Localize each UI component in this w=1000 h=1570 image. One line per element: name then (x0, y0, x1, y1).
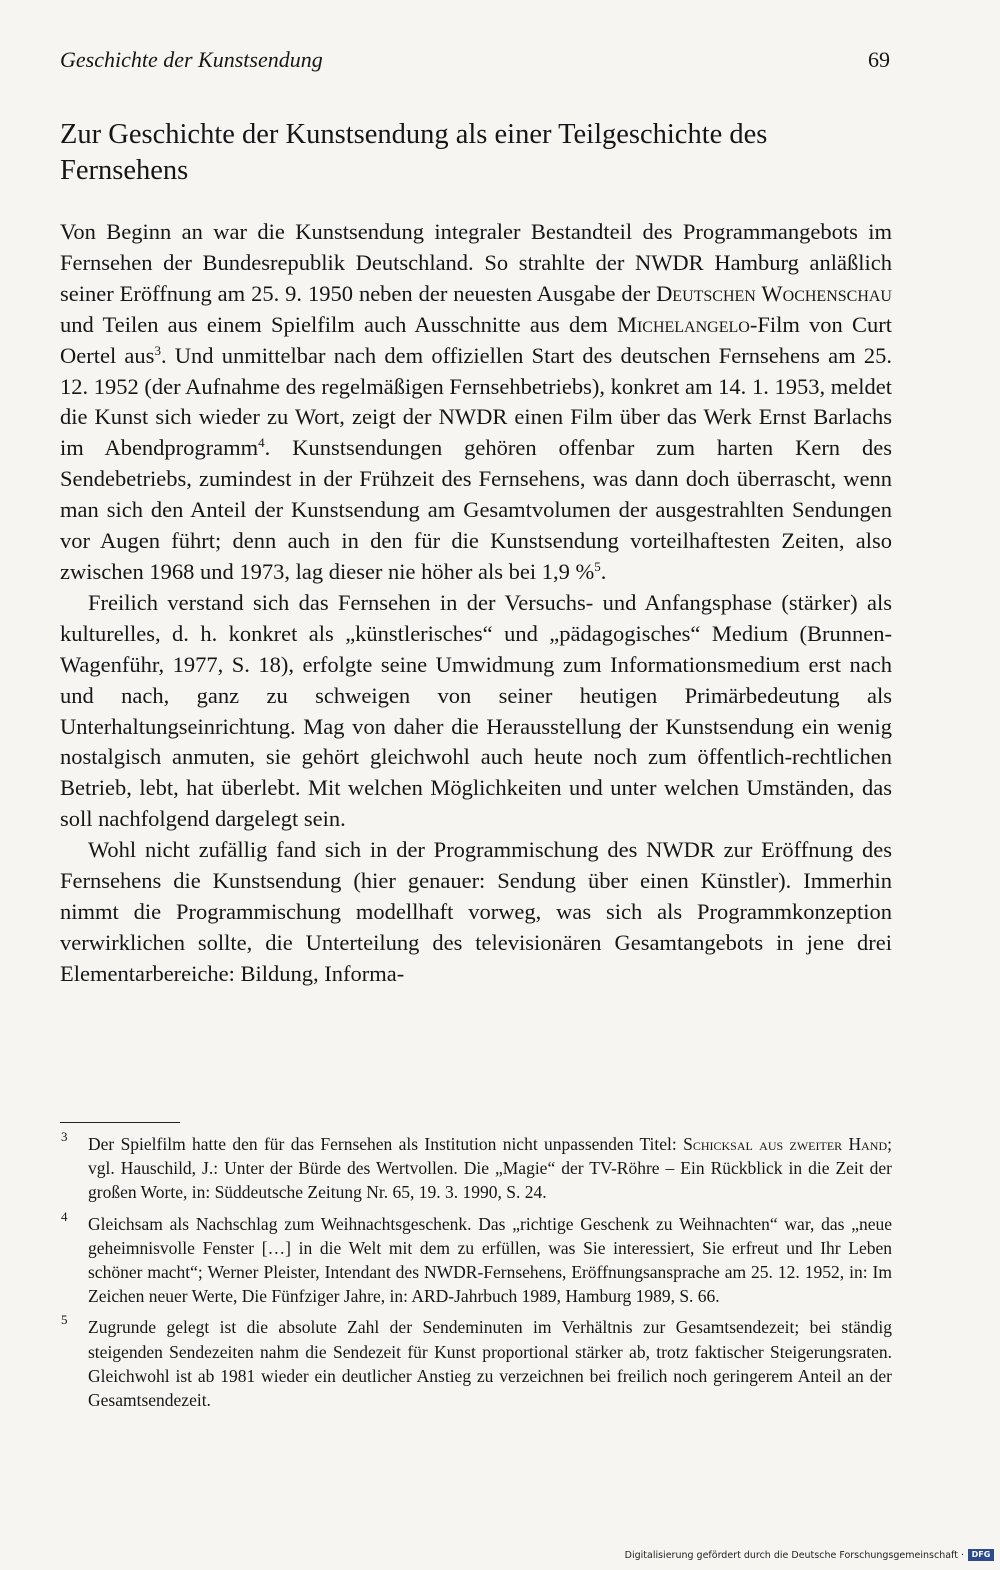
footnote-3-text: Der Spielfilm hatte den für das Fernsehen als Institution nicht unpassenden Titel: (88, 1134, 684, 1154)
running-title: Geschichte der Kunstsendung (60, 47, 323, 72)
dfg-logo-icon: DFG (968, 1549, 994, 1561)
footnote-text (88, 1132, 892, 1205)
paragraph-1-text: -Film von Curt Oertel aus (60, 311, 892, 368)
paragraph-2: Freilich verstand sich das Fernsehen in der Versuchs- und Anfangsphase (stärker) als kulturelles, d. h. konkret als „künstlerisches“ und „pädagogisches“ Medium (Brunnen-Wagenführ, 1977, S. 18), erfolgte seine Umwidmung zum Informationsmedium erst nach und nach, ganz zu schweigen von seiner heutigen Primärbedeutung als Unterhaltungseinrichtung. Mag von daher die Herausstellung der Kunstsendung ein wenig nostalgisch anmuten, sie gehört gleichwohl auch heute noch zum öffentlich-rechtlichen Betrieb, lebt, hat überlebt. Mit welchen Möglichkeiten und unter welchen Umständen, das soll nachfolgend dargelegt sein. (60, 589, 892, 832)
footnote-divider (60, 1122, 180, 1123)
paragraph-1-text: . Und unmittelbar nach dem offiziellen Start des deutschen Fernsehens am 25. 12. 1952 (der Aufnahme des regelmäßigen Fernsehbetriebs), konkret am 14. 1. 1953, meldet die Kunst sich wieder zu Wort, zeigt der NWDR einen Film über das Werk Ernst Barlachs im Abendprogramm (60, 342, 892, 461)
michelangelo-title: Michelangelo (616, 311, 750, 337)
footnote-3-text: ; vgl. Hauschild, J.: Unter der Bürde des Wertvollen. Die „Magie“ der TV-Röhre – Ein Rückblick in die Zeit der großen Worte, in: Süddeutsche Zeitung Nr. 65, 19. 3. 1990, S. 24. (88, 1134, 892, 1203)
footnote-number: 3 (61, 1129, 68, 1144)
body-text (60, 217, 892, 990)
paragraph-3: Wohl nicht zufällig fand sich in der Programmischung des NWDR zur Eröffnung des Fernsehens die Kunstsendung (hier genauer: Sendung über einen Künstler). Immerhin nimmt die Programmischung modellhaft vorweg, was sich als Programmkonzeption verwirklichen sollte, die Unterteilung des televisionären Gesamtangebots in jene drei Elementarbereiche: Bildung, Informa- (60, 837, 892, 986)
chapter-title: Zur Geschichte der Kunstsendung als einer Teilgeschichte des Fernsehens (60, 119, 768, 186)
page-number: 69 (868, 47, 890, 72)
paragraph-1 (60, 217, 892, 588)
credit-text: Digitalisierung gefördert durch die Deutsche Forschungsgemeinschaft · (624, 1549, 964, 1561)
film-title: Schicksal aus zweiter Hand (683, 1134, 888, 1154)
footnote-ref-3[interactable]: 3 (154, 342, 161, 358)
footnotes (60, 1129, 892, 1419)
footnote-text: Gleichsam als Nachschlag zum Weihnachtsgeschenk. Das „richtige Geschenk zu Weihnachten“ war, das „neue geheimnisvolle Fenster […] in die Welt mit dem zu erfüllen, was Sie interessiert, Sie erfreut und Ihr Leben schöner macht“; Werner Pleister, Intendant des NWDR-Fernsehens, Eröffnungsansprache am 25. 12. 1952, in: Im Zeichen neuer Werte, Die Fünfziger Jahre, in: ARD-Jahrbuch 1989, Hamburg 1989, S. 66. (88, 1213, 892, 1307)
running-head (60, 46, 892, 74)
paragraph-1-text: . Kunstsendungen gehören offenbar zum harten Kern des Sendebetriebs, zumindest in der Frühzeit des Fernsehens, was dann doch überrascht, wenn man sich den Anteil der Kunstsendung am Gesamtvolumen der ausgestrahlten Sendungen vor Augen führt; denn auch in den für die Kunstsendung vorteilhaftesten Zeiten, also zwischen 1968 und 1973, lag dieser nie höher als bei 1,9 % (60, 435, 892, 584)
footnote-number: 5 (61, 1312, 68, 1328)
digitization-credit (625, 1549, 994, 1561)
footnote-3 (60, 1129, 892, 1205)
footnote-text: Zugrunde gelegt ist die absolute Zahl der Sendeminuten im Verhältnis zur Gesamtsendezeit; bei ständig steigenden Sendezeiten nahm die Sendezeit für Kunst proportional stärker ab, trotz faktischer Steigerungsraten. Gleichwohl ist ab 1981 wieder ein deutlicher Anstieg zu verzeichnen bei freilich noch geringerem Anteil an der Gesamtsendezeit. (88, 1317, 892, 1411)
footnote-ref-5[interactable]: 5 (594, 558, 601, 574)
paragraph-1-text: und Teilen aus einem Spielfilm auch Ausschnitte aus dem (60, 311, 617, 337)
paragraph-1-text: . (600, 558, 607, 584)
footnote-number: 4 (61, 1208, 68, 1224)
paragraph-1-text: Von Beginn an war die Kunstsendung integraler Bestandteil des Programmangebots im Fernsehen der Bundesrepublik Deutschland. So strahlte der NWDR Hamburg anläßlich seiner Eröffnung am 25. 9. 1950 neben der neuesten Ausgabe der (60, 219, 892, 306)
deutsche-wochenschau-title: Deutschen Wochenschau (656, 280, 892, 306)
footnote-ref-4[interactable]: 4 (258, 435, 265, 451)
footnote-4 (60, 1208, 892, 1309)
footnote-5 (60, 1312, 892, 1412)
